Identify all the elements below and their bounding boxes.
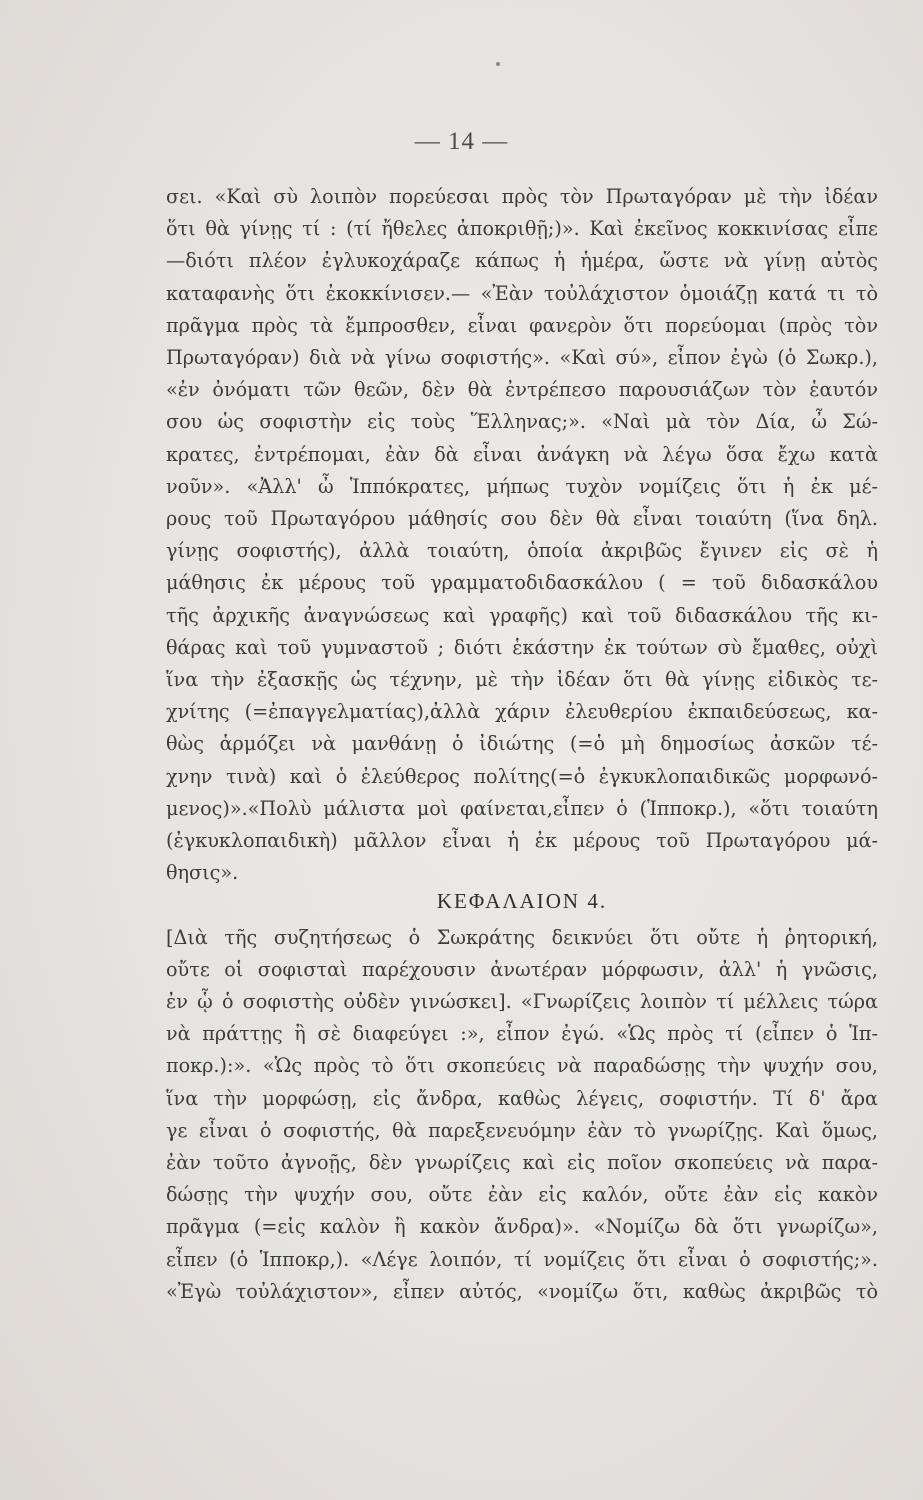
text-line: θὼς ἁρμόζει νὰ μανθάνῃ ὁ ἰδιώτης (=ὁ μὴ δημοσίως ἀσκῶν τέ- [166,732,878,756]
text-line: νοῦν». «Ἀλλ' ὦ Ἱππόκρατες, μήπως τυχὸν νομίζεις ὅτι ἡ ἐκ μέ- [166,474,878,498]
text-line: «Ἐγὼ τοὐλάχιστον», εἶπεν αὐτός, «νομίζω ὅτι, καθὼς ἀκριβῶς τὸ [166,1279,878,1303]
text-line: χνην τινὰ) καὶ ὁ ἐλεύθερος πολίτης(=ὁ ἐγκυκλοπαιδικῶς μορφωνό- [166,764,878,788]
text-line: δώσῃς τὴν ψυχήν σου, οὔτε ἐὰν εἰς καλόν, οὔτε ἐὰν εἰς κακὸν [166,1183,878,1207]
chapter-heading: ΚΕΦΑΛΑΙΟΝ 4. [436,889,608,914]
text-line: ἐὰν τοῦτο ἀγνοῇς, δὲν γνωρίζεις καὶ εἰς ποῖον σκοπεύεις νὰ παρα- [166,1151,878,1175]
text-line: (ἐγκυκλοπαιδικὴ) μᾶλλον εἶναι ἡ ἐκ μέρους τοῦ Πρωταγόρου μά- [166,829,878,853]
text-line: ὅτι θὰ γίνῃς τί : (τί ἤθελες ἀποκριθῇ;)». Καὶ ἐκεῖνος κοκκινίσας εἶπε [166,217,878,241]
text-line: σει. «Καὶ σὺ λοιπὸν πορεύεσαι πρὸς τὸν Πρωταγόραν μὲ τὴν ἰδέαν [166,185,878,208]
text-line: —διότι πλέον ἐγλυκοχάραζε κάπως ἡ ἡμέρα, ὥστε νὰ γίνῃ αὐτὸς [166,249,878,273]
text-line: θάρας καὶ τοῦ γυμναστοῦ ; διότι ἑκάστην ἐκ τούτων σὺ ἔμαθες, οὐχὶ [166,635,878,659]
text-line: καταφανὴς ὅτι ἐκοκκίνισεν.— «Ἐὰν τοὐλάχιστον ὁμοιάζῃ κατά τι τὸ [166,281,878,305]
text-line: κρατες, ἐντρέπομαι, ἐὰν δὰ εἶναι ἀνάγκη νὰ λέγω ὅσα ἔχω κατὰ [166,442,878,466]
text-line: τῆς ἀρχικῆς ἀναγνώσεως καὶ γραφῆς) καὶ τοῦ διδασκάλου τῆς κι- [166,603,878,627]
ink-dot [496,62,500,66]
text-line: ποκρ.):». «Ὡς πρὸς τὸ ὅτι σκοπεύεις νὰ παραδώσῃς τὴν ψυχήν σου, [166,1054,878,1078]
text-line: Πρωταγόραν) διὰ νὰ γίνω σοφιστής». «Καὶ σύ», εἶπον ἐγὼ (ὁ Σωκρ.), [166,346,878,370]
text-line: θησις». [166,861,239,885]
text-line: «ἐν ὀνόματι τῶν θεῶν, δὲν θὰ ἐντρέπεσο παρουσιάζων τὸν ἑαυτόν [166,378,878,402]
text-line: χνίτης (=ἐπαγγελματίας),ἀλλὰ χάριν ἐλευθερίου ἐκπαιδεύσεως, κα- [166,700,878,724]
text-line: [Διὰ τῆς συζητήσεως ὁ Σωκράτης δεικνύει ὅτι οὔτε ἡ ῥητορική, [166,925,878,949]
text-line: εἶπεν (ὁ Ἱπποκρ,). «Λέγε λοιπόν, τί νομίζεις ὅτι εἶναι ὁ σοφιστής;». [166,1247,878,1271]
text-line: ἵνα τὴν μορφώσῃ, εἰς ἄνδρα, καθὼς λέγεις, σοφιστήν. Τί δ' ἄρα [166,1086,878,1110]
body-text [166,181,878,1308]
page-number: — 14 — [414,128,509,155]
text-line: γε εἶναι ὁ σοφιστής, θὰ παρεξενευόμην ἐὰν τὸ γνωρίζῃς. Καὶ ὅμως, [166,1118,878,1142]
text-line: οὔτε οἱ σοφισταὶ παρέχουσιν ἀνωτέραν μόρφωσιν, ἀλλ' ἡ γνῶσις, [166,957,878,981]
text-line: ἵνα τὴν ἐξασκῇς ὡς τέχνην, μὲ τὴν ἰδέαν ὅτι θὰ γίνῃς εἰδικὸς τε- [166,668,878,692]
text-line: σου ὡς σοφιστὴν εἰς τοὺς Ἕλληνας;». «Ναὶ μὰ τὸν Δία, ὦ Σώ- [166,410,878,434]
text-line: πρᾶγμα (=εἰς καλὸν ἢ κακὸν ἄνδρα)». «Νομίζω δὰ ὅτι γνωρίζω», [166,1215,878,1239]
text-line: μενος)».«Πολὺ μάλιστα μοὶ φαίνεται,εἶπεν ὁ (Ἱπποκρ.), «ὅτι τοιαύτη [166,796,878,820]
text-line: γίνῃς σοφιστής), ἀλλὰ τοιαύτη, ὁποία ἀκριβῶς ἔγινεν εἰς σὲ ἡ [166,539,878,563]
text-line: ρους τοῦ Πρωταγόρου μάθησίς σου δὲν θὰ εἶναι τοιαύτη (ἵνα δηλ. [166,507,878,531]
text-line: πρᾶγμα πρὸς τὰ ἔμπροσθεν, εἶναι φανερὸν ὅτι πορεύομαι (πρὸς τὸν [166,313,878,337]
text-line: νὰ πράττῃς ἢ σὲ διαφεύγει :», εἶπον ἐγώ. «Ὡς πρὸς τί (εἶπεν ὁ Ἱπ- [166,1022,878,1046]
text-line: μάθησις ἐκ μέρους τοῦ γραμματοδιδασκάλου ( = τοῦ διδασκάλου [166,571,878,595]
text-line: ἐν ᾧ ὁ σοφιστὴς οὐδὲν γινώσκει]. «Γνωρίζεις λοιπὸν τί μέλλεις τώρα [166,990,878,1014]
